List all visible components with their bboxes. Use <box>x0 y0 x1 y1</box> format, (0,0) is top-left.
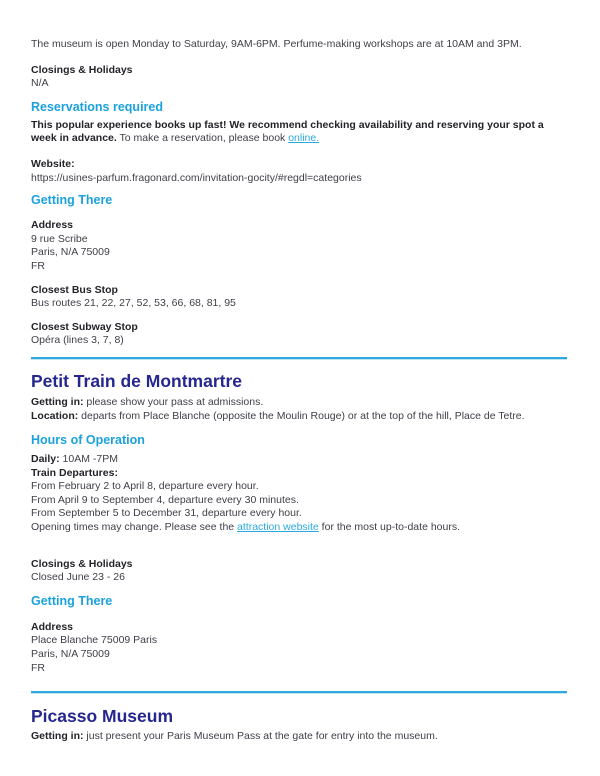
museum-hours-text: The museum is open Monday to Saturday, 9AM-6PM. Perfume-making workshops are at 10AM and 3PM. <box>31 38 522 50</box>
section-divider <box>31 691 567 693</box>
getting-in-label: Getting in: <box>31 395 84 408</box>
getting-there-heading-2: Getting There <box>31 593 113 608</box>
online-booking-link[interactable]: online. <box>288 132 320 145</box>
address-line: 9 rue Scribe <box>31 232 88 245</box>
attraction-website-link[interactable]: attraction website <box>237 521 319 534</box>
getting-in-text: please show your pass at admissions. <box>83 395 264 408</box>
petit-train-intro-block <box>31 396 567 423</box>
getting-there-heading-1: Getting There <box>31 193 113 208</box>
address-line: FR <box>31 259 45 272</box>
address-line: Paris, N/A 75009 <box>31 648 110 661</box>
daily-hours-line <box>31 453 567 467</box>
note-before-link: Opening times may change. Please see the <box>31 521 238 534</box>
hours-of-operation-heading: Hours of Operation <box>31 433 145 448</box>
daily-label: Daily: <box>31 453 60 466</box>
opening-times-note <box>31 521 567 535</box>
hours-block <box>31 453 567 535</box>
getting-in-line <box>31 396 567 410</box>
reservations-required-heading: Reservations required <box>31 99 163 114</box>
address-line: FR <box>31 661 45 674</box>
closings-holidays-label: Closings & Holidays <box>31 557 133 570</box>
closings-holidays-block <box>31 64 567 91</box>
address-block-2 <box>31 621 567 675</box>
bus-stop-value: Bus routes 21, 22, 27, 52, 53, 66, 68, 81, 95 <box>31 297 236 310</box>
section-divider <box>31 357 567 359</box>
website-url: https://usines-parfum.fragonard.com/invitation-gocity/#regdl=categories <box>31 171 362 184</box>
location-text: departs from Place Blanche (opposite the Moulin Rouge) or at the top of the hill, Place de Tetre. <box>78 409 525 422</box>
subway-stop-value: Opéra (lines 3, 7, 8) <box>31 334 124 347</box>
closings-holidays-value: N/A <box>31 77 49 90</box>
reservations-bold-text: This popular experience books up fast! We recommend checking availability and reserving your spot a week in advance. <box>31 118 544 145</box>
picasso-getting-in-line <box>31 730 567 744</box>
bus-stop-label: Closest Bus Stop <box>31 283 118 296</box>
subway-stop-label: Closest Subway Stop <box>31 320 138 333</box>
getting-in-label: Getting in: <box>31 730 84 743</box>
bus-stop-block <box>31 284 567 311</box>
closings-holidays-block-2 <box>31 558 567 585</box>
departure-line: From September 5 to December 31, departure every hour. <box>31 507 302 520</box>
address-block-1 <box>31 219 567 273</box>
petit-train-title: Petit Train de Montmartre <box>31 370 243 391</box>
location-label: Location: <box>31 409 79 422</box>
location-line <box>31 410 567 424</box>
address-label: Address <box>31 620 74 633</box>
address-line: Paris, N/A 75009 <box>31 246 110 259</box>
website-block <box>31 158 567 185</box>
departure-line: From April 9 to September 4, departure every 30 minutes. <box>31 493 299 506</box>
getting-in-text: just present your Paris Museum Pass at the gate for entry into the museum. <box>83 730 438 743</box>
reservations-paragraph <box>31 119 567 146</box>
train-departures-label: Train Departures: <box>31 466 118 479</box>
subway-stop-block <box>31 321 567 348</box>
daily-text: 10AM -7PM <box>59 453 118 466</box>
note-after-link: for the most up-to-date hours. <box>318 521 461 534</box>
website-label: Website: <box>31 157 75 170</box>
address-label: Address <box>31 219 74 232</box>
closings-holidays-label: Closings & Holidays <box>31 63 133 76</box>
picasso-museum-title: Picasso Museum <box>31 706 173 727</box>
closings-holidays-value: Closed June 23 - 26 <box>31 571 125 584</box>
reservations-regular-text: To make a reservation, please book <box>116 132 289 145</box>
address-line: Place Blanche 75009 Paris <box>31 634 158 647</box>
departure-line: From February 2 to April 8, departure every hour. <box>31 480 259 493</box>
